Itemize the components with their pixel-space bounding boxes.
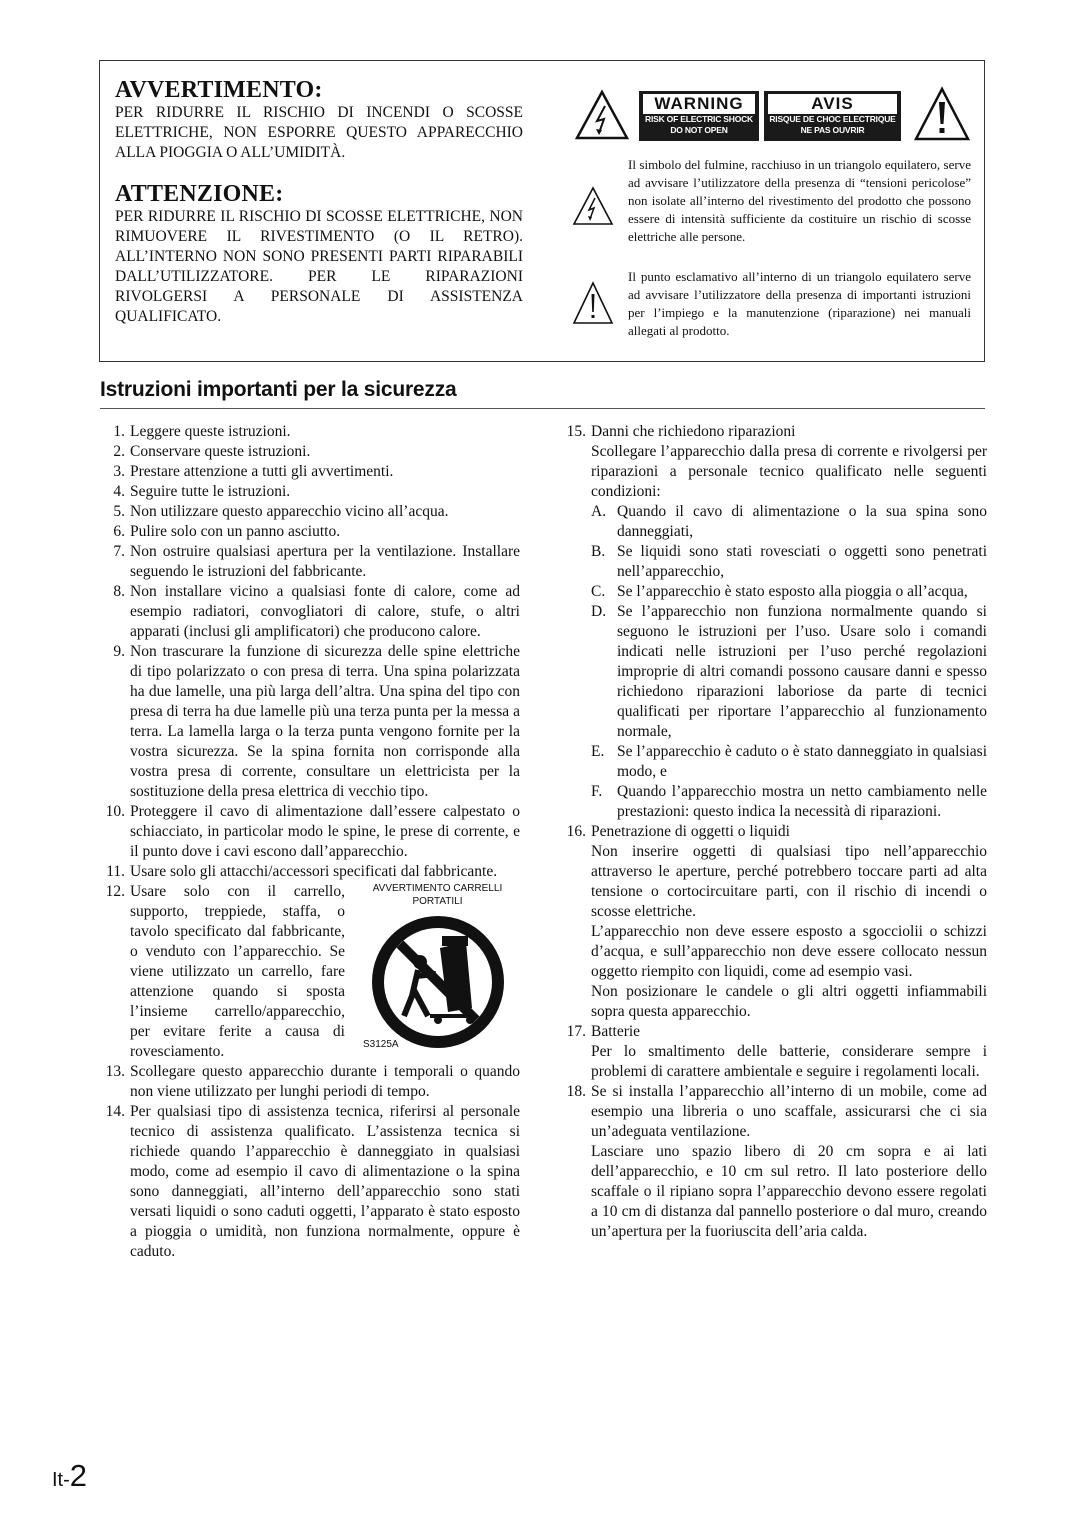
list-item: 2. Conservare queste istruzioni. — [113, 443, 311, 460]
list-item: 9. Non trascurare la funzione di sicurezza delle spine elettriche di tipo polarizzato o con presa di terra. Una spina polarizzata ha due lamelle, una più larga dell’altra. Una spina del tipo con presa di terra ha due lamelle più una terza punta per la messa a terra. La lamella larga o la terza punta vengono fornite per la vostra sicurezza. Se la spina fornita non corrisponde alla vostra presa di corrente, consultare un elettricista per la sostituzione della presa elettrica di vecchio tipo. — [113, 643, 520, 800]
attenzione-text: PER RIDURRE IL RISCHIO DI SCOSSE ELETTRICHE, NON RIMUOVERE IL RIVESTIMENTO (O IL RETRO). ALL’INTERNO NON SONO PRESENTI PARTI RIPARABILI DALL’UTILIZZATORE. PER LE RIPARAZIONI RIVOLGERSI A PERSONALE DI ASSISTENZA QUALIFICATO. — [115, 208, 523, 325]
list-item: 5. Non utilizzare questo apparecchio vicino all’acqua. — [113, 503, 449, 520]
list-item: 6. Pulire solo con un panno asciutto. — [113, 523, 341, 540]
attenzione-title: ATTENZIONE: — [115, 181, 284, 207]
cart-warning-figure — [355, 882, 520, 1057]
warning-label-line2: DO NOT OPEN — [670, 125, 728, 135]
list-item: 17. Batterie Per lo smaltimento delle batterie, considerare sempre i problemi di carattere ambientale e seguire i regolamenti locali. — [566, 1023, 987, 1080]
warning-label-title: WARNING — [643, 94, 755, 114]
lightning-symbol-text: Il simbolo del fulmine, racchiuso in un triangolo equilatero, serve ad avvisare l’utilizzatore della presenza di “tensioni pericolose” non isolate all’interno del rivestimento del prodotto che possono essere di intensità sufficiente da costituire un rischio di scosse elettriche alle persone. — [628, 157, 971, 244]
list-item: 16. Penetrazione di oggetti o liquidi Non inserire oggetti di qualsiasi tipo nell’apparecchio attraverso le aperture, perché potrebbero toccare parti ad alta tensione o cortocircuitare parti, con il rischio di incendi o scosse elettriche. L’apparecchio non deve essere esposto a sgocciolii o schizzi d’acqua, e sull’apparecchio non deve essere collocato nessun oggetto riempito con liquidi, come ad esempio vasi. Non posizionare le candele o gli altri oggetti infiammabili sopra questa apparecchio. — [566, 823, 987, 1020]
avis-label-line1: RISQUE DE CHOC ELECTRIQUE — [769, 114, 896, 124]
avis-label — [764, 91, 901, 141]
warning-label-line1: RISK OF ELECTRIC SHOCK — [645, 114, 753, 124]
list-item: 13. Scollegare questo apparecchio durante i temporali o quando non viene utilizzato per lunghi periodi di tempo. — [105, 1063, 520, 1100]
sub-item: B. Se liquidi sono stati rovesciati o oggetti sono penetrati nell’apparecchio, — [591, 543, 987, 580]
section-divider — [100, 408, 985, 409]
list-item: 3. Prestare attenzione a tutti gli avvertimenti. — [113, 463, 394, 480]
avis-label-title: AVIS — [768, 94, 897, 114]
lightning-triangle-icon — [574, 89, 630, 141]
list-item: 10. Proteggere il cavo di alimentazione dall’essere calpestato o schiacciato, in particolar modo le spine, le prese di corrente, e il punto dove i cavi escono dall’apparecchio. — [105, 803, 520, 860]
warning-label — [639, 91, 759, 141]
sub-item: E. Se l’apparecchio è caduto o è stato danneggiato in qualsiasi modo, e — [591, 743, 987, 780]
list-item: 8. Non installare vicino a qualsiasi fonte di calore, come ad esempio radiatori, convogliatori di calore, stufe, o altri apparati (inclusi gli amplificatori) che producono calore. — [113, 583, 520, 640]
list-item: 1. Leggere queste istruzioni. — [113, 423, 291, 440]
list-item: 15. Danni che richiedono riparazioni Scollegare l’apparecchio dalla presa di corrente e rivolgersi per riparazioni a personale tecnico qualificato nelle seguenti condizioni: A. Quando il cavo di alimentazione o la sua spina sono danneggiati, B. Se liquidi sono stati rovesciati o oggetti sono penetrati nell’apparecchio, C. Se l’apparecchio è stato esposto alla pioggia o all’acqua, D. Se l’apparecchio non funziona normalmente quando si seguono le istruzioni per l’uso. Usare solo i comandi indicati nelle istruzioni per l’uso perché regolazioni improprie di altri comandi possono causare danni e spesso richiedono riparazioni laboriose da parte di tecnici qualificati per riportare l’apparecchio al funzionamento normale, E. Se l’apparecchio è caduto o è stato danneggiato in qualsiasi modo, e F. Quando l’apparecchio mostra un netto cambiamento nelle prestazioni: questo indica la necessità di riparazioni. — [566, 423, 987, 820]
lightning-symbol-icon — [572, 186, 614, 226]
exclamation-triangle-icon — [913, 86, 971, 142]
warning-box — [99, 60, 985, 362]
cart-warning-caption: AVVERTIMENTO CARRELLI PORTATILI — [372, 883, 503, 907]
exclamation-symbol-icon — [572, 281, 614, 325]
cart-figure-code: S3125A — [363, 1039, 399, 1050]
right-column — [561, 422, 987, 1242]
avvertimento-text: PER RIDURRE IL RISCHIO DI INCENDI O SCOSSE ELETTRICHE, NON ESPORRE QUESTO APPARECCHIO ALLA PIOGGIA O ALL’UMIDITÀ. — [115, 104, 523, 161]
sub-item: A. Quando il cavo di alimentazione o la sua spina sono danneggiati, — [591, 503, 987, 540]
sub-item: C. Se l’apparecchio è stato esposto alla pioggia o all’acqua, — [591, 583, 968, 600]
avis-label-line2: NE PAS OUVRIR — [800, 125, 865, 135]
list-item: 18. Se si installa l’apparecchio all’interno di un mobile, come ad esempio una libreria o uno scaffale, assicurarsi che ci sia un’adeguata ventilazione. Lasciare uno spazio libero di 20 cm sopra e ai lati dell’apparecchio, e 10 cm sul retro. Il lato posteriore dello scaffale o il ripiano sopra l’apparecchio devono essere regolati a 10 cm di distanza dal pannello posteriore o dal muro, creando un’apertura per la fuoriuscita dell’aria calda. — [566, 1083, 987, 1240]
list-item: 4. Seguire tutte le istruzioni. — [113, 483, 291, 500]
section-title: Istruzioni importanti per la sicurezza — [100, 378, 457, 401]
list-item: 12. AVVERTIMENTO CARRELLI PORTATILI S3125A Usare solo con il carrello, supporto, treppiede, staffa, o tavolo specificato dal fabbricante, o venduto con l’apparecchio. Se viene utilizzato un carrello, fare attenzione quando si sposta l’insieme carrello/apparecchio, per evitare ferite a causa di rovesciamento. — [100, 882, 520, 1062]
left-column — [100, 422, 520, 1262]
list-item: 7. Non ostruire qualsiasi apertura per la ventilazione. Installare seguendo le istruzioni del fabbricante. — [113, 543, 520, 580]
warning-text-block — [115, 77, 523, 327]
sub-item: F. Quando l’apparecchio mostra un netto cambiamento nelle prestazioni: questo indica la necessità di riparazioni. — [591, 783, 987, 820]
exclamation-symbol-text: Il punto esclamativo all’interno di un triangolo equilatero serve ad avvisare l’utilizzatore della presenza di importanti istruzioni per l’impiego e la manutenzione (riparazione) nei manuali allegati al prodotto. — [628, 269, 971, 338]
sub-item: D. Se l’apparecchio non funziona normalmente quando si seguono le istruzioni per l’uso. Usare solo i comandi indicati nelle istruzioni per l’uso perché regolazioni improprie di altri comandi possono causare danni e spesso richiedono riparazioni laboriose da parte di tecnici qualificati per riportare l’apparecchio al funzionamento normale, — [591, 603, 987, 740]
page-number: It-2 — [52, 1458, 88, 1493]
list-item: 11. Usare solo gli attacchi/accessori specificati dal fabbricante. — [106, 863, 498, 880]
list-item: 14. Per qualsiasi tipo di assistenza tecnica, riferirsi al personale tecnico di assistenza qualificato. L’assistenza tecnica si richiede quando l’apparecchio è danneggiato in qualsiasi modo, come ad esempio il cavo di alimentazione o la spina sono danneggiati, all’interno dell’apparecchio sono stati versati liquidi o sono caduti oggetti, l’apparato è stato esposto a pioggia o umidità, non funziona normalmente, oppure è caduto. — [105, 1103, 520, 1260]
cart-tipover-icon — [368, 912, 508, 1052]
avvertimento-title: AVVERTIMENTO: — [115, 77, 323, 103]
